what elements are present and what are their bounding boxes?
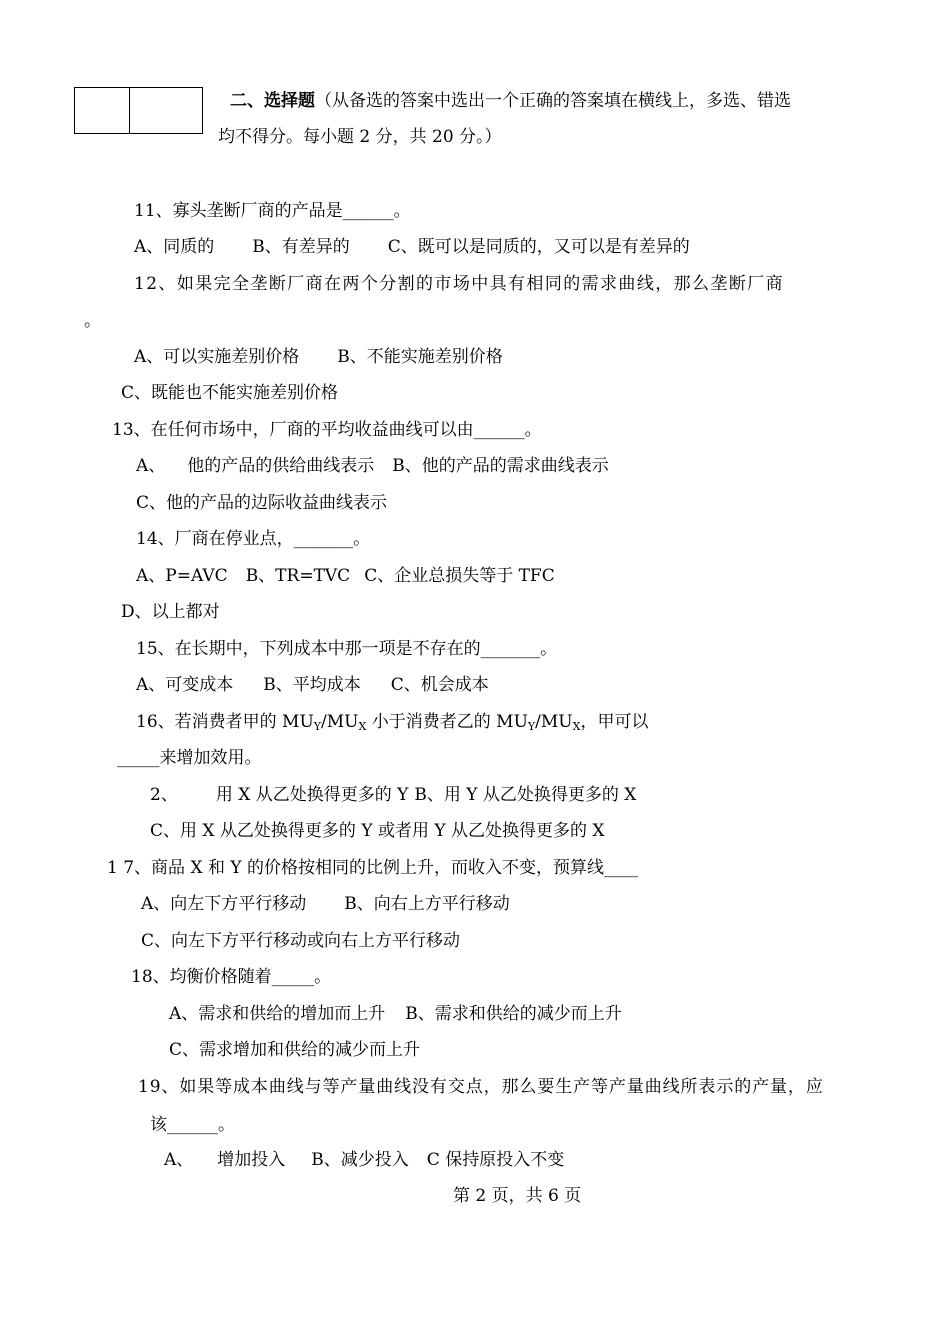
q15-option-a: A、可变成本 xyxy=(136,675,234,695)
q16-sub-x: X xyxy=(358,720,367,733)
q19-option-c: C 保持原投入不变 xyxy=(426,1150,565,1170)
q16-stem-pre: 16、若消费者甲的 MU xyxy=(136,712,314,732)
q15-options xyxy=(136,673,489,697)
q19-stem-1: 19、如果等成本曲线与等产量曲线没有交点，那么要生产等产量曲线所表示的产量，应 xyxy=(138,1077,824,1097)
q16-slash-mu-2: /MU xyxy=(535,712,573,732)
q19-option-a-label: A、 xyxy=(164,1150,194,1170)
q13-option-a-label: A、 xyxy=(136,456,166,476)
q17-stem: 1 7、商品 X 和 Y 的价格按相同的比例上升，而收入不变，预算线____ xyxy=(107,858,638,878)
q13-stem: 13、在任何市场中，厂商的平均收益曲线可以由______。 xyxy=(112,420,542,440)
q16-option-c: C、用 X 从乙处换得更多的 Y 或者用 Y 从乙处换得更多的 X xyxy=(150,821,605,841)
q17-option-b: B、向右上方平行移动 xyxy=(344,894,510,914)
q15-stem: 15、在长期中，下列成本中那一项是不存在的_______。 xyxy=(136,639,558,659)
q16-sub-x-2: X xyxy=(572,720,581,733)
q13-option-a: 他的产品的供给曲线表示 xyxy=(187,456,375,476)
q17-option-a: A、向左下方平行移动 xyxy=(141,894,307,914)
q19-options xyxy=(164,1148,564,1172)
q12-stem-1: 12、如果完全垄断厂商在两个分割的市场中具有相同的需求曲线，那么垄断厂商 xyxy=(134,274,785,294)
q16-slash-mu: /MU xyxy=(321,712,359,732)
section-instruction-2: 均不得分。每小题 2 分，共 20 分。） xyxy=(218,127,502,147)
q15-option-c: C、机会成本 xyxy=(390,675,489,695)
q12-options-ab xyxy=(134,345,503,369)
q14-option-c: C、企业总损失等于 TFC xyxy=(364,566,555,586)
q16-sub-y-2: Y xyxy=(527,720,536,733)
q19-option-b: B、减少投入 xyxy=(311,1150,409,1170)
q12-option-c: C、既能也不能实施差别价格 xyxy=(121,383,339,403)
q16-stem-end: ，甲可以 xyxy=(580,712,649,732)
page-footer: 第 2 页，共 6 页 xyxy=(453,1186,582,1206)
q12-option-a: A、可以实施差别价格 xyxy=(134,347,300,367)
q16-option-b: B、用 Y 从乙处换得更多的 X xyxy=(414,785,637,805)
q11-stem: 11、寡头垄断厂商的产品是______。 xyxy=(134,201,411,221)
q12-stem-2: 。 xyxy=(84,311,101,331)
q14-option-a: A、P=AVC xyxy=(136,566,228,586)
section-instruction-1: （从备选的答案中选出一个正确的答案填在横线上，多选、错选 xyxy=(315,91,791,111)
q19-option-a: 增加投入 xyxy=(217,1150,286,1170)
q18-option-c: C、需求增加和供给的减少而上升 xyxy=(169,1040,421,1060)
q18-options-ab xyxy=(169,1002,622,1026)
q18-option-b: B、需求和供给的减少而上升 xyxy=(405,1004,622,1024)
q16-stem-1 xyxy=(136,710,648,734)
q14-option-d: D、以上都对 xyxy=(121,602,220,622)
score-box xyxy=(74,87,203,134)
q11-options xyxy=(134,235,690,259)
q17-options-ab xyxy=(141,892,510,916)
q15-option-b: B、平均成本 xyxy=(263,675,361,695)
q18-stem: 18、均衡价格随着_____。 xyxy=(131,967,332,987)
q18-option-a: A、需求和供给的增加而上升 xyxy=(169,1004,386,1024)
q16-option-a: 用 X 从乙处换得更多的 Y xyxy=(215,785,409,805)
q17-option-c: C、向左下方平行移动或向右上方平行移动 xyxy=(141,931,461,951)
q16-option-a-label: 2、 xyxy=(150,785,178,805)
q11-option-c: C、既可以是同质的，又可以是有差异的 xyxy=(387,237,690,257)
q14-option-b: B、TR=TVC xyxy=(245,566,351,586)
q19-stem-2: 该______。 xyxy=(150,1115,235,1135)
score-box-divider xyxy=(129,88,130,133)
q11-option-a: A、同质的 xyxy=(134,237,215,257)
q13-option-c: C、他的产品的边际收益曲线表示 xyxy=(136,493,388,513)
q16-sub-y: Y xyxy=(313,720,322,733)
q12-option-b: B、不能实施差别价格 xyxy=(337,347,503,367)
q14-stem: 14、厂商在停业点，_______。 xyxy=(136,529,371,549)
section-title: 二、选择题 xyxy=(230,91,315,111)
q14-options-abc xyxy=(136,564,555,588)
q16-stem-2: _____来增加效用。 xyxy=(117,748,262,768)
q11-option-b: B、有差异的 xyxy=(252,237,350,257)
q13-options-ab xyxy=(136,454,609,478)
q16-options-ab xyxy=(150,783,636,807)
q16-stem-mid: 小于消费者乙的 MU xyxy=(366,712,528,732)
q13-option-b: B、他的产品的需求曲线表示 xyxy=(392,456,609,476)
section-header xyxy=(230,89,791,113)
